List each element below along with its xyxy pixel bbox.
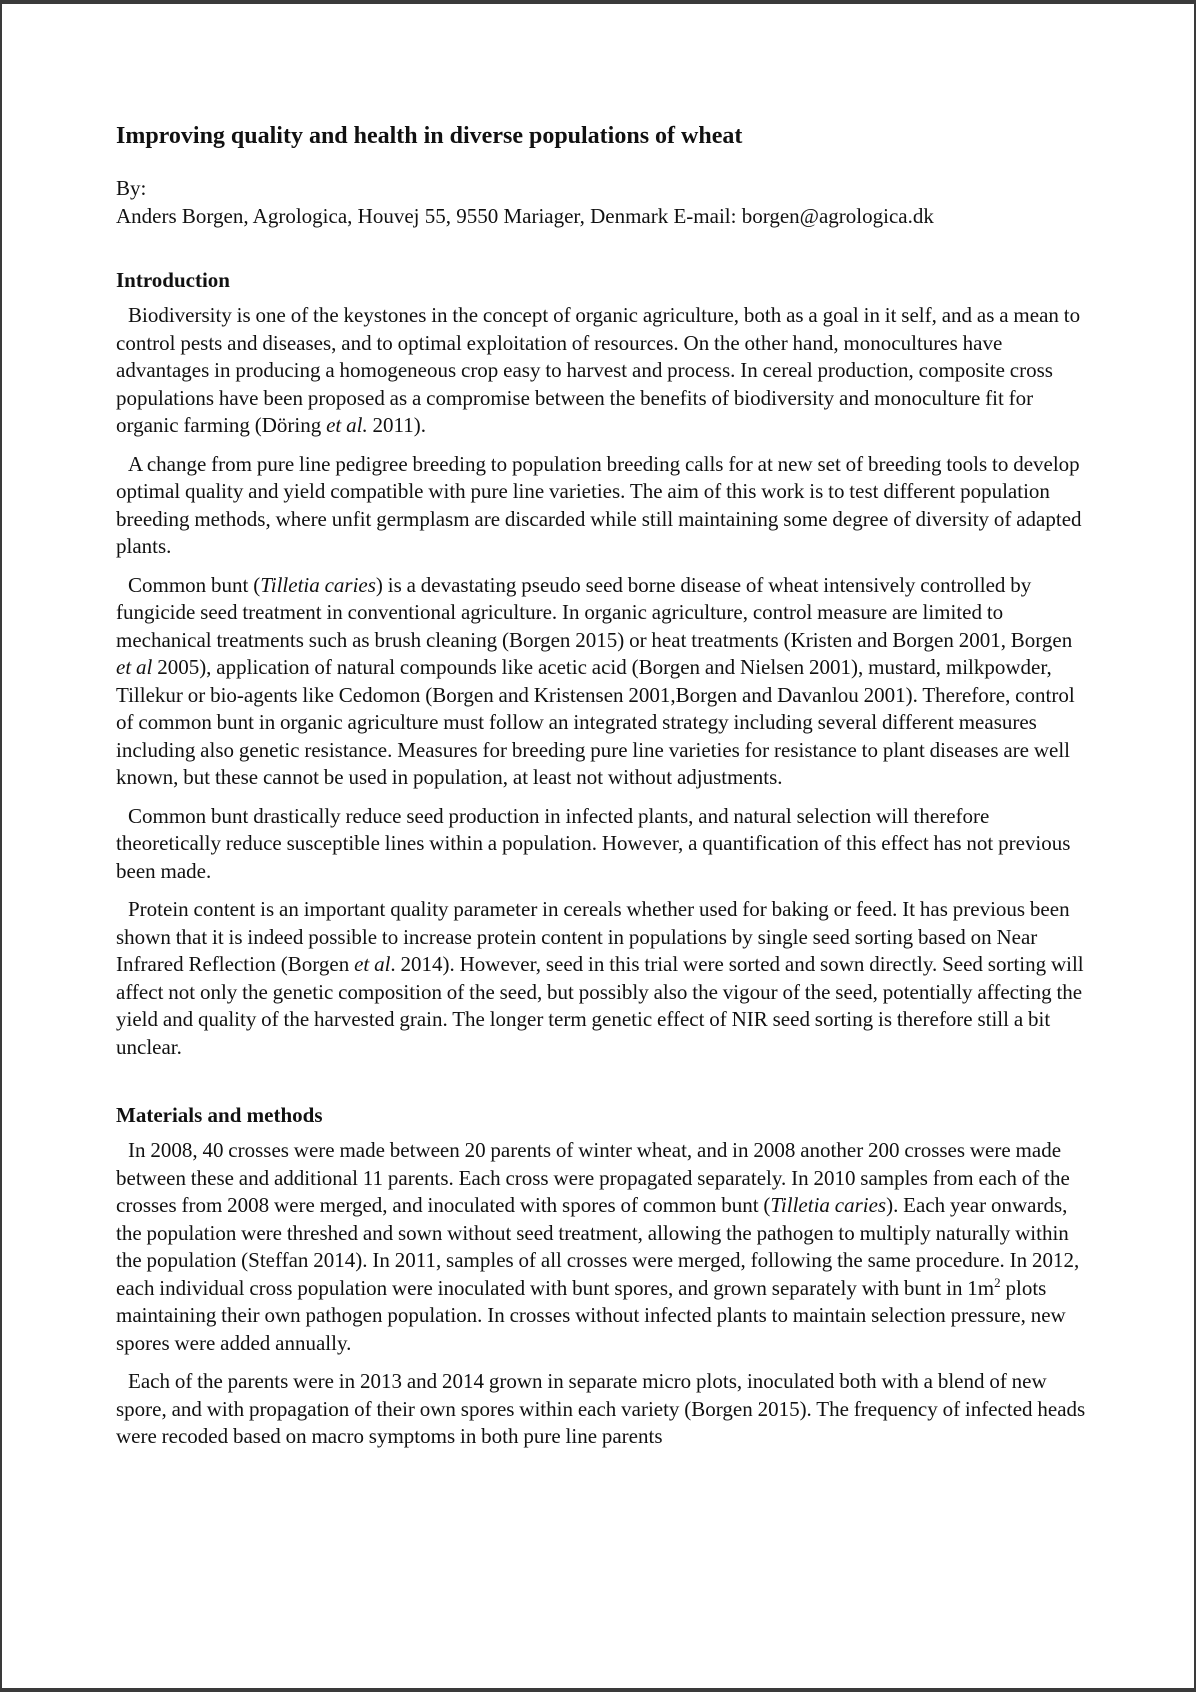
paper-title: Improving quality and health in diverse populations of wheat: [116, 123, 743, 149]
intro-paragraph-4: Common bunt drastically reduce seed production in infected plants, and natural selection will therefore theoretically reduce susceptible lines within a population. However, a quantification of this effect has not previous been made.: [116, 803, 1071, 883]
intro-paragraph-2: A change from pure line pedigree breeding to population breeding calls for at new set of breeding tools to develop optimal quality and yield compatible with pure line varieties. The aim of this work is to test different population breeding methods, where unfit germplasm are discarded while still maintaining some degree of diversity of adapted plants.: [116, 451, 1082, 558]
methods-paragraph-1: In 2008, 40 crosses were made between 20 parents of winter wheat, and in 2008 another 200 crosses were made between these and additional 11 parents. Each cross were propagated separately. In 2010 samples from each of the crosses from 2008 were merged, and inoculated with spores of common bunt (Tilletia caries). Each year onwards, the population were threshed and sown without seed treatment, allowing the pathogen to multiply naturally within the population (Steffan 2014). In 2011, samples of all crosses were merged, following the same procedure. In 2012, each individual cross population were inoculated with bunt spores, and grown separately with bunt in $1m^2$ plots maintaining their own pathogen population. In crosses without infected plants to maintain selection pressure, new spores were added annually.: [116, 1138, 1080, 1355]
intro-paragraph-5: Protein content is an important quality parameter in cereals whether used for baking or feed. It has previous been shown that it is indeed possible to increase protein content in populations by single seed sorting based on Near Infrared Reflection (Borgen et al. 2014). However, seed in this trial were sorted and sown directly. Seed sorting will affect not only the genetic composition of the seed, but possibly also the vigour of the seed, potentially affecting the yield and quality of the harvested grain. The longer term genetic effect of NIR seed sorting is therefore still a bit unclear.: [116, 897, 1084, 1059]
introduction-heading: Introduction: [116, 268, 230, 292]
methods-heading: Materials and methods: [116, 1103, 323, 1127]
intro-paragraph-1: Biodiversity is one of the keystones in the concept of organic agriculture, both as a goal in it self, and as a mean to control pests and diseases, and to optimal exploitation of resources. On the other hand, monocultures have advantages in producing a homogeneous crop easy to harvest and process. In cereal production, composite cross populations have been proposed as a compromise between the benefits of biodiversity and monoculture fit for organic farming (Döring et al. 2011).: [116, 303, 1081, 437]
by-label: By:: [116, 176, 147, 200]
author-line: Anders Borgen, Agrologica, Houvej 55, 9550 Mariager, Denmark E-mail: borgen@agrologica.dk: [116, 204, 934, 228]
document-body: [116, 122, 1086, 1462]
intro-paragraph-3: Common bunt (Tilletia caries) is a devastating pseudo seed borne disease of wheat intensively controlled by fungicide seed treatment in conventional agriculture. In organic agriculture, control measure are limited to mechanical treatments such as brush cleaning (Borgen 2015) or heat treatments (Kristen and Borgen 2001, Borgen et al 2005), application of natural compounds like acetic acid (Borgen and Nielsen 2001), mustard, milkpowder, Tillekur or bio-agents like Cedomon (Borgen and Kristensen 2001,Borgen and Davanlou 2001). Therefore, control of common bunt in organic agriculture must follow an integrated strategy including several different measures including also genetic resistance. Measures for breeding pure line varieties for resistance to plant diseases are well known, but these cannot be used in population, at least not without adjustments.: [116, 572, 1075, 789]
methods-paragraph-2: Each of the parents were in 2013 and 2014 grown in separate micro plots, inoculated both with a blend of new spore, and with propagation of their own spores within each variety (Borgen 2015). The frequency of infected heads were recoded based on macro symptoms in both pure line parents: [116, 1369, 1086, 1448]
